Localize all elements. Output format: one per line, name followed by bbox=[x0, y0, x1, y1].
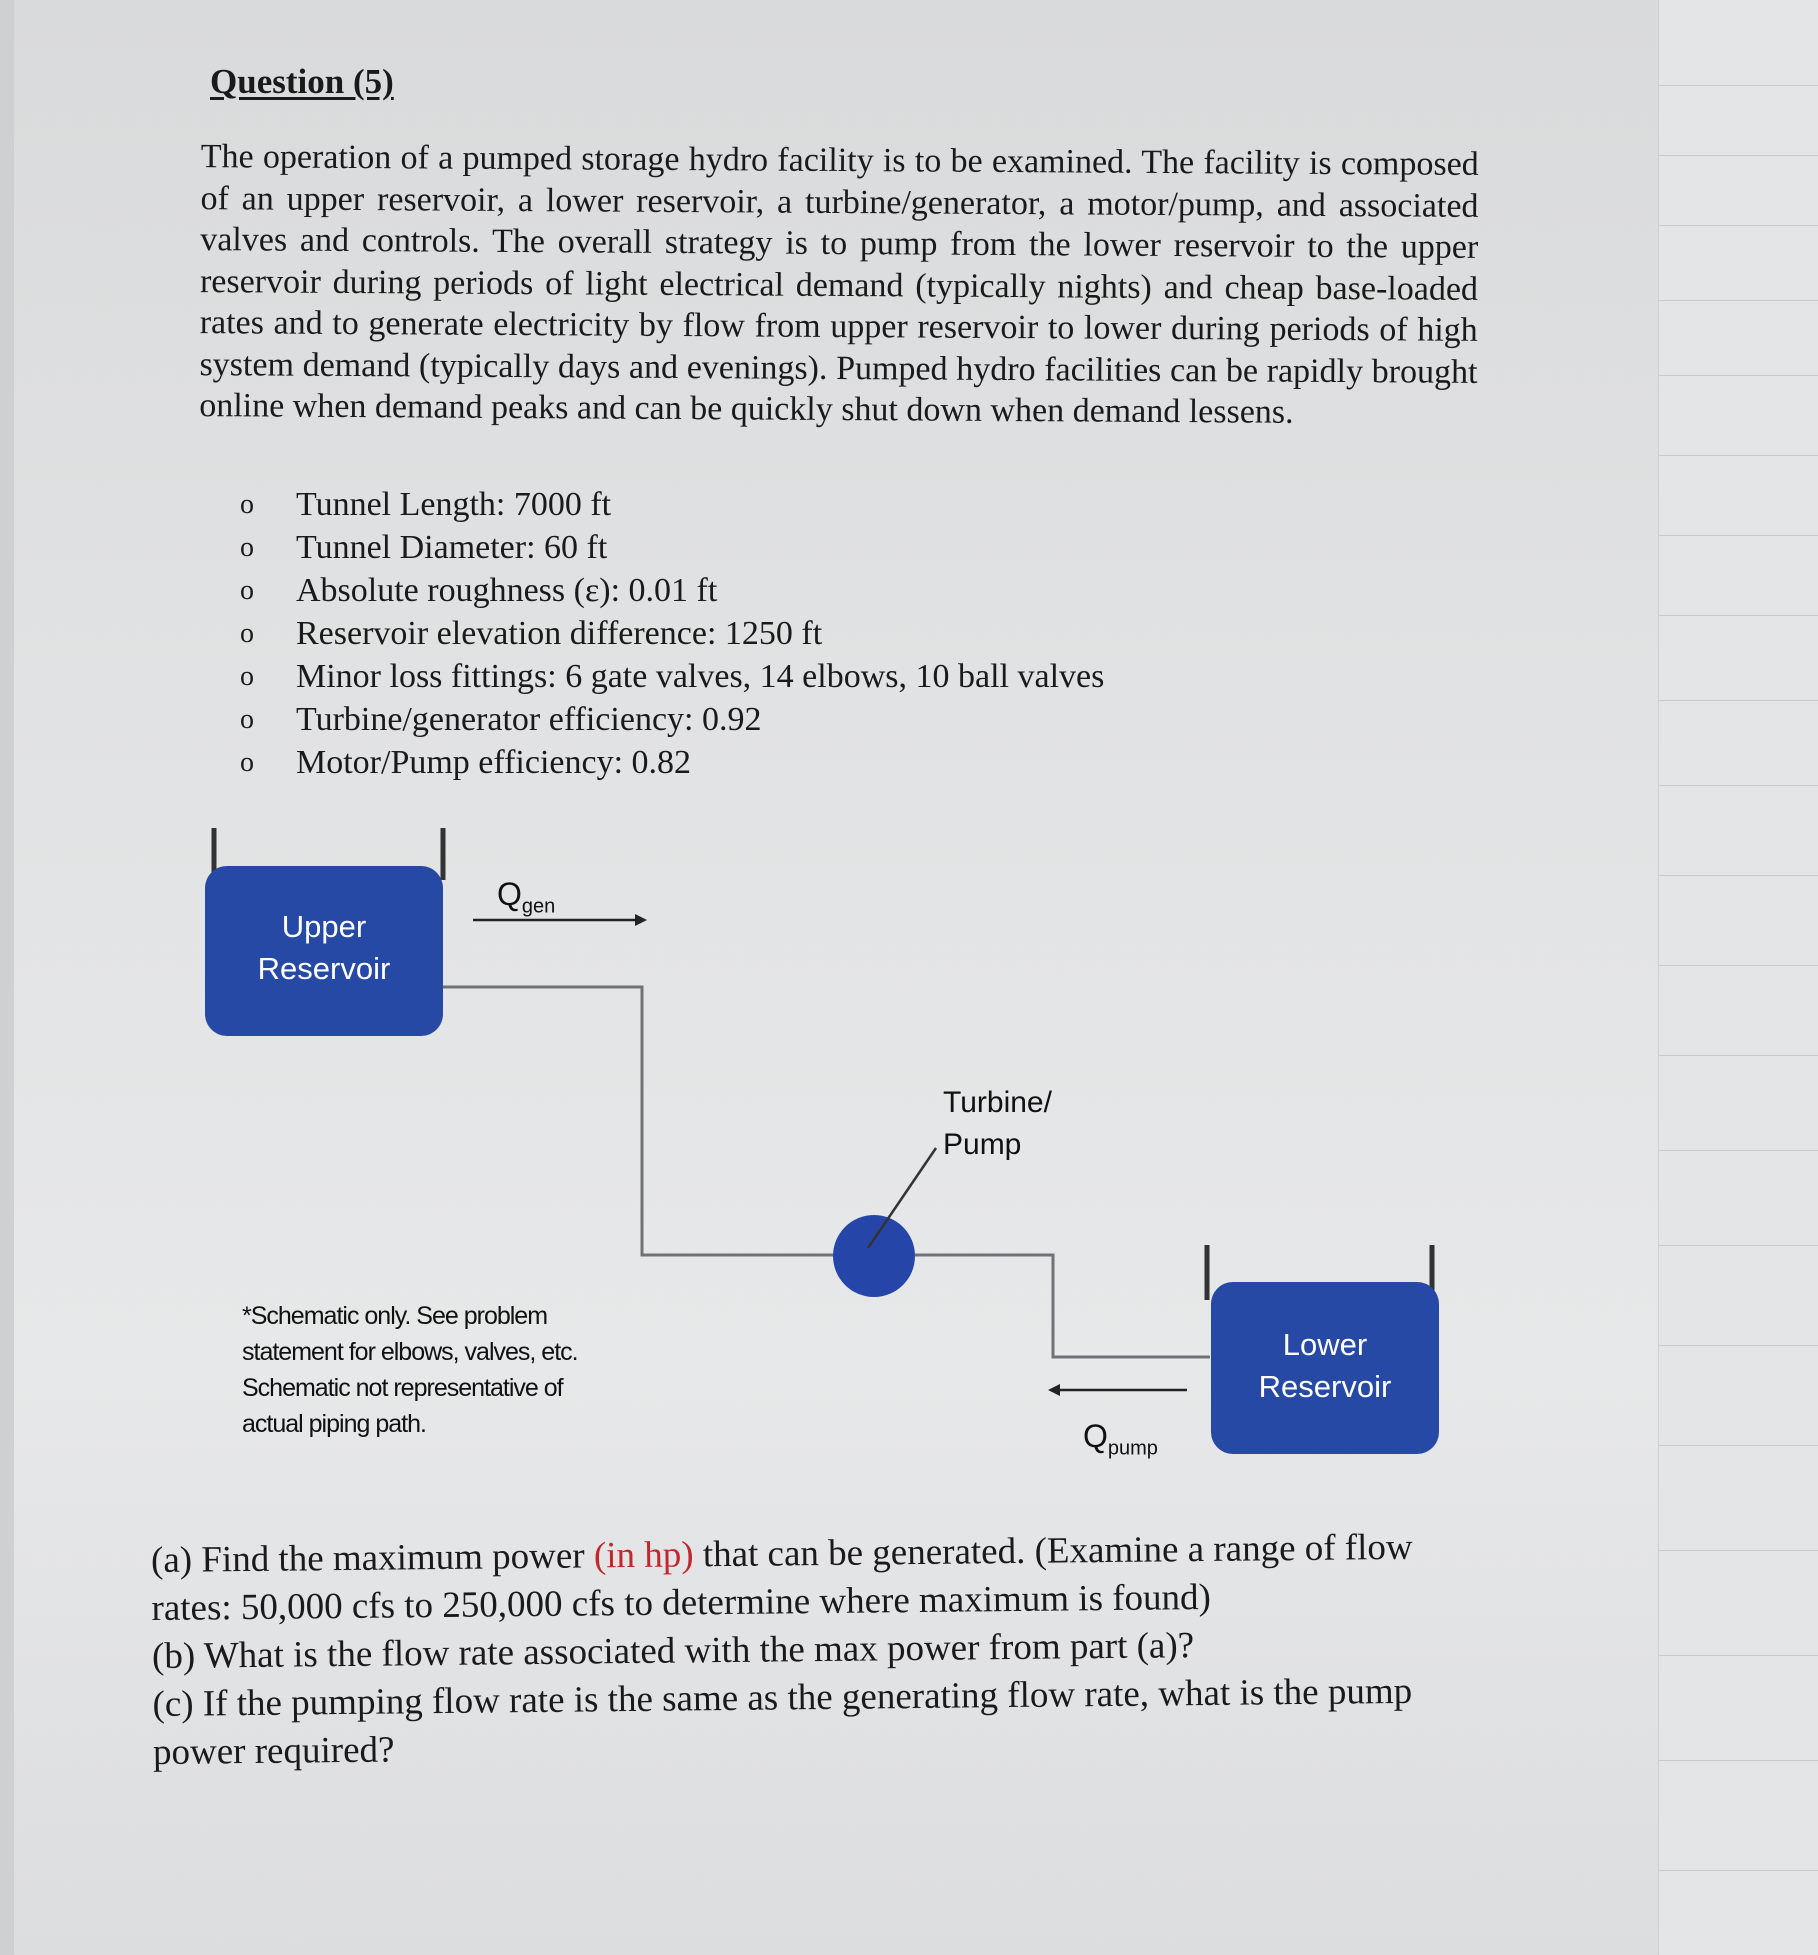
pipe-upper-to-turbine bbox=[443, 987, 835, 1255]
bullet-marker: o bbox=[240, 747, 254, 778]
list-item: o Minor loss fittings: 6 gate valves, 14 elbows, 10 ball valves bbox=[240, 655, 1104, 698]
list-item: o Turbine/generator efficiency: 0.92 bbox=[240, 698, 1104, 741]
list-item: o Absolute roughness (ε): 0.01 ft bbox=[240, 569, 1104, 612]
bullet-marker: o bbox=[240, 661, 254, 692]
question-parts bbox=[151, 1523, 1493, 1777]
question-b: (b) What is the flow rate associated with the max power from part (a)? bbox=[151, 1625, 1195, 1678]
pumped-storage-schematic bbox=[195, 820, 1455, 1480]
turbine-pump bbox=[833, 1215, 915, 1297]
question-c: (c) If the pumping flow rate is the same as the generating flow rate, what is the pump power required? bbox=[152, 1670, 1413, 1774]
list-item: o Tunnel Diameter: 60 ft bbox=[240, 526, 1104, 569]
q-gen-label: $Q_{gen}$ bbox=[497, 876, 556, 918]
bullet-marker: o bbox=[240, 618, 254, 649]
unit-highlight: (in hp) bbox=[593, 1534, 694, 1577]
question-a: (a) Find the maximum power (in hp) that can be generated. (Examine a range of flow rates: 50,000 cfs to 250,000 cfs to determine where maximum is found) bbox=[150, 1526, 1413, 1630]
q-pump-arrowhead bbox=[1048, 1384, 1060, 1396]
q-pump-label: $Q_{pump}$ bbox=[1083, 1418, 1158, 1460]
bullet-marker: o bbox=[240, 704, 254, 735]
upper-reservoir-label: Upper Reservoir bbox=[257, 909, 391, 986]
list-item: o Reservoir elevation difference: 1250 ft bbox=[240, 612, 1104, 655]
bullet-marker: o bbox=[240, 489, 254, 520]
lower-reservoir-label: Lower Reservoir bbox=[1258, 1327, 1392, 1404]
pipe-turbine-to-lower bbox=[915, 1255, 1210, 1357]
problem-statement: The operation of a pumped storage hydro facility is to be examined. The facility is composed of an upper reservoir, a lower reservoir, a turbine/generator, a motor/pump, and associated valves and controls. The overall strategy is to pump from the lower reservoir to the upper reservoir during periods of light electrical demand (typically nights) and cheap base-loaded rates and to generate electricity by flow from upper reservoir to lower during periods of high system demand (typically days and evenings). Pumped hydro facilities can be rapidly brought online when demand peaks and can be quickly shut down when demand lessens. bbox=[199, 138, 1479, 431]
list-item: o Tunnel Length: 7000 ft bbox=[240, 483, 1104, 526]
adjacent-page-margin bbox=[1658, 0, 1818, 1955]
list-item: o Motor/Pump efficiency: 0.82 bbox=[240, 741, 1104, 784]
schematic-note: *Schematic only. See problem statement for elbows, valves, etc. Schematic not representative of actual piping path. bbox=[242, 1302, 578, 1438]
given-data-list bbox=[240, 483, 1104, 784]
bullet-marker: o bbox=[240, 575, 254, 606]
q-gen-arrowhead bbox=[635, 914, 647, 926]
bullet-marker: o bbox=[240, 532, 254, 563]
question-title: Question (5) bbox=[210, 62, 394, 101]
turbine-pump-label: Turbine/ Pump bbox=[943, 1086, 1052, 1161]
